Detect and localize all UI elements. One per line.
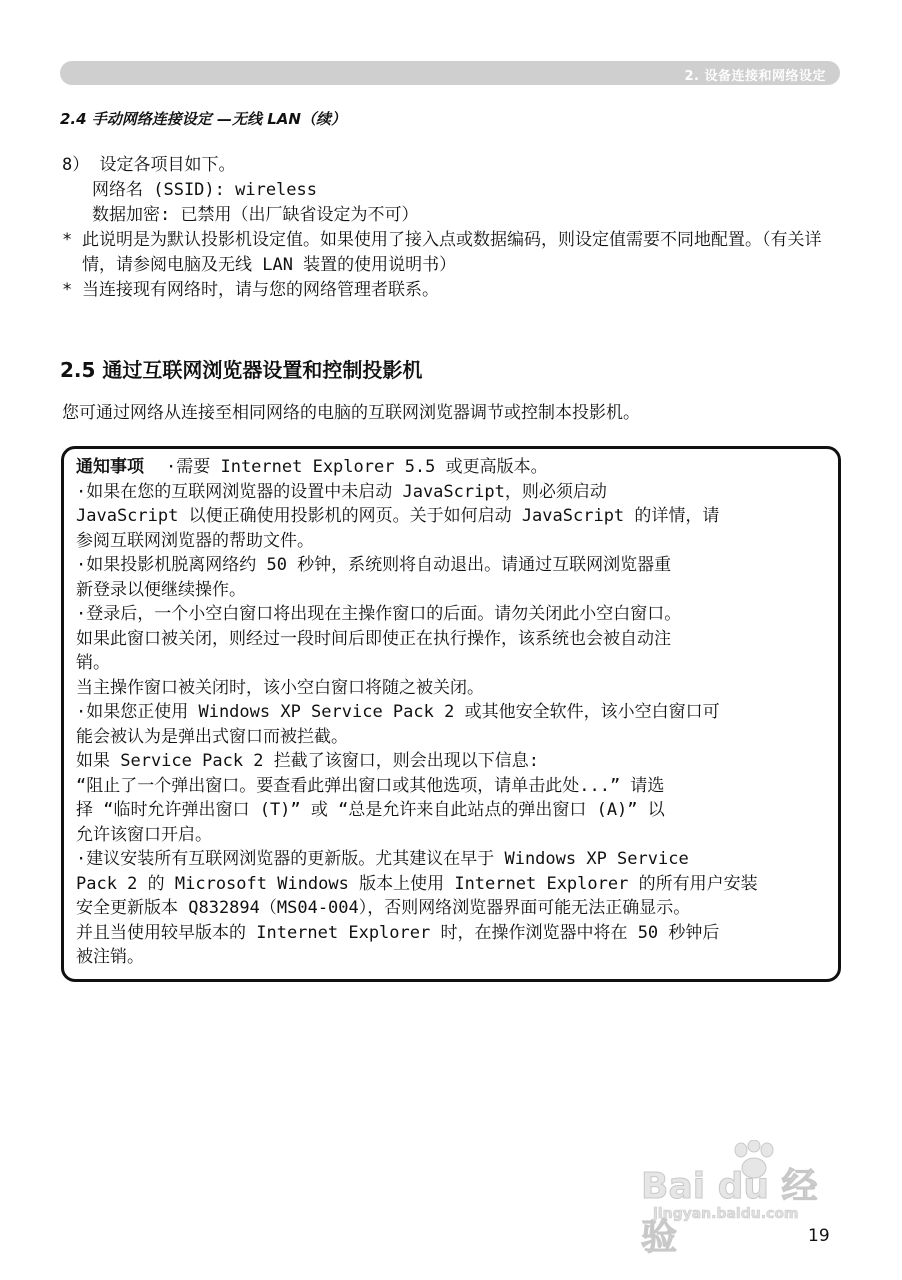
chapter-title: 2. 设备连接和网络设定 [684,69,826,84]
notice-line: JavaScript 以便正确使用投影机的网页。关于如何启动 JavaScript 的详情，请 [76,506,720,526]
note-text: 当连接现有网络时，请与您的网络管理者联系。 [82,280,439,300]
note-default-settings [62,228,842,278]
section-24-body [62,153,842,303]
notice-line: 当主操作窗口被关闭时，该小空白窗口将随之被关闭。 [76,677,484,698]
section-25-title: 2.5 通过互联网浏览器设置和控制投影机 [60,358,423,382]
notice-line: ·如果在您的互联网浏览器的设置中未启动 JavaScript，则必须启动 [76,481,607,502]
notice-line: ·如果您正使用 Windows XP Service Pack 2 或其他安全软件，该小空白窗口可 [76,702,720,722]
field-ssid: 网络名 (SSID): wireless [92,180,317,200]
notice-line: 允许该窗口开启。 [76,824,212,845]
notice-line: 参阅互联网浏览器的帮助文件。 [76,530,314,551]
page-number: 19 [808,1226,830,1246]
notice-line: 择 “临时允许弹出窗口 (T)” 或 “总是允许来自此站点的弹出窗口 (A)” 以 [76,800,665,820]
notice-label: 通知事项 [76,457,144,477]
notice-line: ·建议安装所有互联网浏览器的更新版。尤其建议在早于 Windows XP Service [76,849,689,869]
chapter-header-bar [60,61,840,85]
notice-line: 新登录以便继续操作。 [76,579,246,600]
note-text: 此说明是为默认投影机设定值。如果使用了接入点或数据编码，则设定值需要不同地配置。（有关详情，请参阅电脑及无线 LAN 装置的使用说明书） [82,230,822,275]
note-mark: * [62,230,73,250]
notice-line-text: ·需要 Internet Explorer 5.5 或更高版本。 [166,457,548,477]
notice-line: Pack 2 的 Microsoft Windows 版本上使用 Internet Explorer 的所有用户安装 [76,873,758,894]
notice-line: 如果 Service Pack 2 拦截了该窗口，则会出现以下信息: [76,751,539,771]
field-encryption: 数据加密: 已禁用（出厂缺省设定为不可） [92,205,419,225]
note-existing-network [62,278,842,303]
notice-line: ·如果投影机脱离网络约 50 秒钟，系统则将自动退出。请通过互联网浏览器重 [76,555,672,575]
watermark-logo: Bai du 经验 [641,1166,818,1258]
notice-line: 安全更新版本 Q832894（MS04-004），否则网络浏览器界面可能无法正确显示。 [76,898,691,918]
notice-line: 销。 [76,653,110,673]
notice-line: 被注销。 [76,947,144,967]
notice-line: 能会被认为是弹出式窗口而被拦截。 [76,726,348,747]
note-mark: * [62,280,73,300]
notice-line: ·登录后，一个小空白窗口将出现在主操作窗口的后面。请勿关闭此小空白窗口。 [76,604,682,624]
step-8: 8） 设定各项目如下。 [62,155,236,175]
section-25-intro: 您可通过网络从连接至相同网络的电脑的互联网浏览器调节或控制本投影机。 [62,403,640,423]
notice-line [76,455,828,480]
notice-box [61,446,841,982]
notice-line: “阻止了一个弹出窗口。要查看此弹出窗口或其他选项，请单击此处...” 请选 [76,775,665,796]
watermark-url: jingyan.baidu.com [653,1206,799,1222]
section-24-title: 2.4 手动网络连接设定 —无线 LAN（续） [60,110,346,128]
notice-line: 并且当使用较早版本的 Internet Explorer 时，在操作浏览器中将在 50 秒钟后 [76,922,720,943]
notice-line: 如果此窗口被关闭，则经过一段时间后即使正在执行操作，该系统也会被自动注 [76,628,671,649]
